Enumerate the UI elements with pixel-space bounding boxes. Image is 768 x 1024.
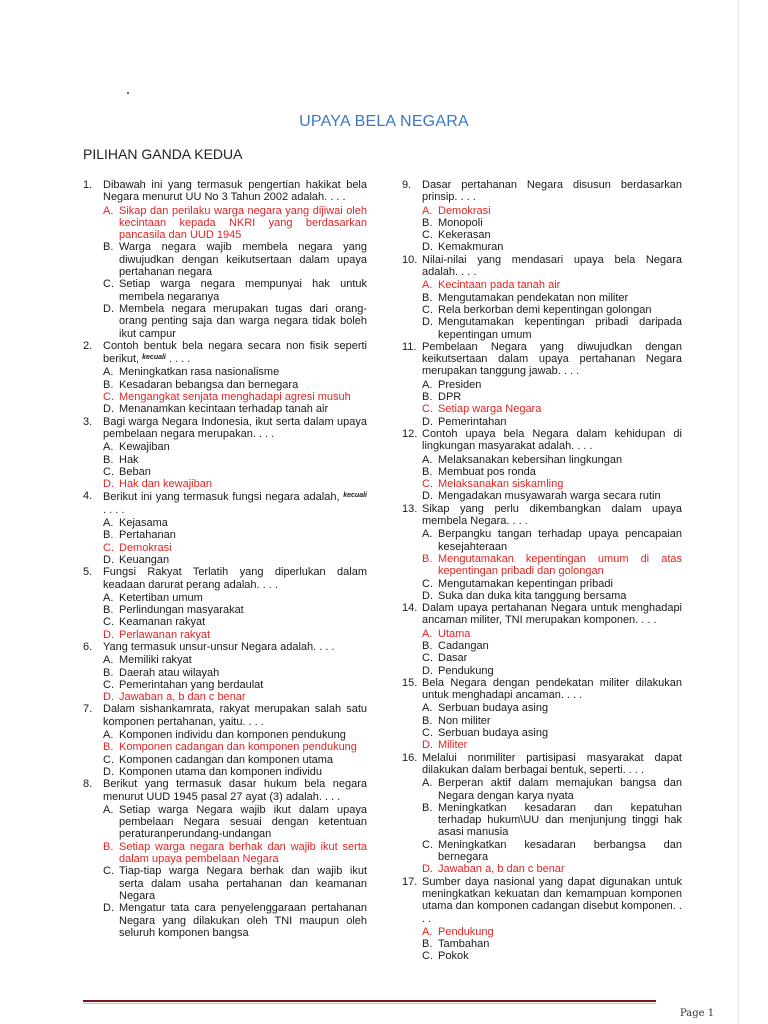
question-item	[402, 503, 682, 602]
option-item	[402, 416, 682, 428]
option-text: Keuangan	[119, 553, 170, 566]
option-item	[83, 729, 367, 741]
option-item	[83, 517, 367, 529]
option-item	[83, 754, 367, 766]
option-text: Mengutamakan pendekatan non militer	[438, 291, 629, 304]
option-text: Jawaban a, b dan c benar	[438, 863, 565, 876]
option-item	[402, 590, 682, 602]
option-item	[402, 490, 682, 502]
option-text: Melaksanakan kebersihan lingkungan	[438, 453, 623, 466]
question-row	[83, 566, 367, 591]
question-row	[83, 641, 367, 653]
option-letter: B.	[422, 639, 433, 652]
question-text	[103, 340, 367, 366]
option-item	[83, 654, 367, 666]
option-letter: D.	[103, 478, 114, 491]
question-text	[422, 752, 682, 777]
option-letter: D.	[103, 902, 114, 915]
option-text: Tambahan	[438, 938, 490, 951]
option-item	[83, 241, 367, 278]
option-letter: D.	[422, 316, 433, 329]
option-letter: A.	[103, 654, 114, 667]
question-stem: Pembelaan Negara yang diwujudkan dengan keikutsertaan dalam upaya pertahanan Negara merupakan tanggung jawab. . . .	[422, 340, 682, 378]
option-text: Kesadaran bebangsa dan bernegara	[119, 378, 299, 391]
option-letter: D.	[422, 490, 433, 503]
option-item	[402, 391, 682, 403]
question-item	[402, 254, 682, 341]
option-text: Non militer	[438, 714, 491, 727]
option-letter: D.	[422, 415, 433, 428]
option-item	[83, 902, 367, 939]
option-text: Mengatur tata cara penyelenggaraan pertahanan Negara yang dilakukan oleh TNI maupun oleh seluruh komponen bangsa	[119, 902, 367, 939]
answer-option	[83, 542, 367, 554]
question-item	[402, 602, 682, 677]
option-text: Hak dan kewajiban	[119, 478, 212, 491]
option-text: Mengadakan musyawarah warga secara rutin	[438, 490, 661, 503]
answer-option	[402, 553, 682, 578]
option-text: Komponen cadangan dan komponen pendukung	[119, 741, 357, 754]
question-row	[402, 428, 682, 453]
option-text: Warga negara wajib membela negara yang diwujudkan dengan keikutsertaan dalam upaya pertahanan negara	[119, 241, 367, 279]
option-letter: A.	[422, 702, 433, 715]
answer-option	[402, 279, 682, 291]
question-number: 12.	[402, 427, 418, 440]
question-item	[402, 677, 682, 752]
question-item	[402, 876, 682, 963]
option-item	[83, 616, 367, 628]
question-stem: Contoh upaya bela Negara dalam kehidupan di lingkungan masyarakat adalah. . . .	[422, 427, 682, 453]
section-subtitle: PILIHAN GANDA KEDUA	[83, 146, 243, 162]
question-number: 11.	[402, 340, 417, 353]
option-item	[402, 454, 682, 466]
option-text: Dasar	[438, 652, 468, 665]
option-letter: A.	[422, 528, 433, 541]
option-letter: B.	[103, 840, 114, 853]
option-letter: C.	[103, 541, 114, 554]
question-text	[103, 179, 367, 204]
question-item	[83, 179, 367, 340]
question-number: 4.	[83, 490, 93, 503]
stray-dot	[127, 92, 129, 94]
option-item	[402, 304, 682, 316]
option-letter: D.	[422, 589, 433, 602]
option-text: Kejasama	[119, 517, 168, 530]
option-text: Militer	[438, 739, 468, 752]
option-text: Pokok	[438, 950, 469, 963]
option-letter: B.	[103, 666, 114, 679]
option-letter: B.	[103, 453, 114, 466]
question-item	[402, 752, 682, 876]
question-number: 13.	[402, 502, 418, 515]
option-text: Ketertiban umum	[119, 591, 203, 604]
option-letter: D.	[103, 765, 114, 778]
question-item	[83, 703, 367, 778]
question-stem: Berikut yang termasuk dasar hukum bela negara menurut UUD 1945 pasal 27 ayat (3) adalah. . . .	[103, 778, 367, 803]
option-letter: C.	[422, 403, 433, 416]
option-letter: D.	[422, 863, 433, 876]
option-item	[83, 804, 367, 841]
option-letter: A.	[422, 627, 433, 640]
question-item	[83, 340, 367, 416]
option-text: Membela negara merupakan tugas dari orang-orang penting saja dan warga negara tidak boleh ikut campur	[119, 302, 367, 340]
option-letter: C.	[103, 865, 114, 878]
question-text	[103, 641, 367, 653]
option-item	[83, 441, 367, 453]
question-stem: Yang termasuk unsur-unsur Negara adalah. . . .	[103, 640, 335, 653]
option-letter: D.	[103, 553, 114, 566]
footer-rule-thin	[83, 1003, 656, 1004]
answer-option	[83, 478, 367, 490]
option-item	[83, 679, 367, 691]
option-item	[402, 702, 682, 714]
kecuali-marker: kecuali	[343, 492, 367, 500]
option-item	[402, 217, 682, 229]
option-letter: B.	[422, 291, 433, 304]
option-item	[83, 366, 367, 378]
question-number: 7.	[83, 703, 93, 716]
question-stem: Bela Negara dengan pendekatan militer dilakukan untuk menghadapi ancaman. . . .	[422, 676, 682, 702]
question-row	[402, 876, 682, 925]
option-item	[83, 554, 367, 566]
option-text: Komponen cadangan dan komponen utama	[119, 753, 334, 766]
option-letter: A.	[103, 366, 114, 379]
question-item	[83, 641, 367, 703]
option-item	[83, 865, 367, 902]
option-letter: A.	[103, 204, 114, 217]
option-item	[83, 303, 367, 340]
question-text	[422, 428, 682, 453]
option-letter: C.	[103, 278, 114, 291]
option-letter: D.	[422, 241, 433, 254]
question-item	[83, 490, 367, 566]
option-text: Pendukung	[438, 925, 494, 938]
question-number: 1.	[83, 179, 93, 191]
option-text: Kewajiban	[119, 441, 170, 454]
option-item	[402, 777, 682, 802]
option-item	[83, 278, 367, 303]
option-text: Utama	[438, 627, 471, 640]
option-letter: B.	[422, 216, 433, 229]
option-item	[402, 652, 682, 664]
question-text	[422, 341, 682, 378]
option-item	[83, 592, 367, 604]
question-row	[402, 752, 682, 777]
question-row	[83, 490, 367, 516]
question-stem: Nilai-nilai yang mendasari upaya bela Negara adalah. . . .	[422, 253, 682, 279]
option-text: Berperan aktif dalam memajukan bangsa dan Negara dengan karya nyata	[438, 777, 682, 802]
option-text: Kecintaan pada tanah air	[438, 279, 561, 292]
option-letter: C.	[422, 950, 433, 963]
option-letter: A.	[103, 803, 114, 816]
question-row	[83, 416, 367, 441]
option-letter: C.	[422, 838, 433, 851]
question-text	[422, 254, 682, 279]
question-row	[83, 778, 367, 803]
option-text: Cadangan	[438, 639, 489, 652]
option-text: Mengutamakan kepentingan umum di atas kepentingan pribadi dan golongan	[438, 552, 682, 578]
question-item	[402, 428, 682, 503]
option-item	[402, 665, 682, 677]
option-text: Berpangku tangan terhadap upaya pencapaian kesejahteraan	[438, 528, 682, 553]
question-row	[402, 503, 682, 528]
option-letter: B.	[103, 741, 114, 754]
question-number: 2.	[83, 339, 93, 352]
option-letter: B.	[422, 801, 433, 814]
question-number: 9.	[402, 179, 412, 191]
option-text: Serbuan budaya asing	[438, 727, 549, 740]
kecuali-marker: kecuali	[142, 354, 166, 362]
question-suffix: . . . .	[103, 503, 125, 516]
option-letter: A.	[103, 729, 114, 742]
option-letter: C.	[103, 465, 114, 478]
option-item	[83, 667, 367, 679]
option-text: Mengutamakan kepentingan pribadi	[438, 577, 613, 590]
question-text	[422, 677, 682, 702]
option-item	[83, 529, 367, 541]
option-letter: C.	[103, 391, 114, 404]
question-stem: Fungsi Rakyat Terlatih yang diperlukan dalam keadaan darurat perang adalah. . . .	[103, 566, 367, 591]
option-text: Daerah atau wilayah	[119, 666, 220, 679]
answer-option	[83, 691, 367, 703]
option-letter: C.	[103, 678, 114, 691]
option-item	[402, 528, 682, 553]
question-text	[422, 876, 682, 925]
option-text: Setiap warga negara berhak dan wajib ikut serta dalam upaya pembelaan Negara	[119, 840, 367, 866]
option-text: Jawaban a, b dan c benar	[119, 691, 246, 704]
option-letter: D.	[422, 739, 433, 752]
question-stem: Contoh bentuk bela negara secara non fisik seperti berikut,	[103, 339, 367, 366]
option-text: Setiap warga Negara wajib ikut dalam upaya pembelaan Negara sesuai dengan ketentuan peraturanperundang-undangan	[119, 803, 367, 841]
option-text: Pertahanan	[119, 529, 176, 542]
option-text: DPR	[438, 391, 462, 404]
option-text: Keamanan rakyat	[119, 616, 206, 629]
question-text	[422, 602, 682, 627]
question-number: 10.	[402, 253, 418, 266]
option-item	[402, 727, 682, 739]
option-item	[402, 802, 682, 839]
option-text: Mengangkat senjata menghadapi agresi musuh	[119, 391, 351, 404]
question-stem: Dibawah ini yang termasuk pengertian hakikat bela Negara menurut UU No 3 Tahun 2002 adalah. . . .	[103, 179, 367, 204]
option-letter: C.	[422, 478, 433, 491]
option-letter: A.	[422, 204, 433, 217]
question-stem: Sumber daya nasional yang dapat digunakan untuk meningkatkan kekuatan dan kemampuan komponen utama dan komponen cadangan disebut komponen. . . .	[422, 875, 682, 925]
answer-option	[402, 926, 682, 938]
option-text: Demokrasi	[119, 541, 172, 554]
option-text: Membuat pos ronda	[438, 465, 536, 478]
question-item	[83, 778, 367, 939]
left-column	[83, 179, 367, 939]
question-number: 3.	[83, 415, 93, 428]
right-column	[402, 179, 682, 963]
option-text: Rela berkorban demi kepentingan golongan	[438, 303, 652, 316]
option-item	[83, 454, 367, 466]
question-stem: Bagi warga Negara Indonesia, ikut serta dalam upaya pembelaan negara merupakan. . . .	[103, 415, 367, 440]
question-item	[402, 179, 682, 254]
option-letter: D.	[103, 403, 114, 416]
question-number: 8.	[83, 778, 93, 791]
answer-option	[402, 205, 682, 217]
option-letter: C.	[422, 303, 433, 316]
option-letter: A.	[422, 777, 433, 790]
question-text	[103, 490, 367, 516]
option-text: Perlawanan rakyat	[119, 628, 211, 641]
option-item	[402, 241, 682, 253]
option-text: Monopoli	[438, 216, 483, 229]
question-number: 14.	[402, 602, 418, 615]
option-text: Demokrasi	[438, 204, 491, 217]
option-item	[83, 403, 367, 415]
option-text: Meningkatkan kesadaran dan kepatuhan terhadap hukum\UU dan menjunjung tinggi hak asasi manusia	[438, 801, 682, 839]
option-item	[402, 715, 682, 727]
option-text: Komponen utama dan komponen individu	[119, 765, 323, 778]
option-text: Presiden	[438, 378, 482, 391]
option-letter: A.	[422, 378, 433, 391]
answer-option	[83, 391, 367, 403]
option-letter: B.	[422, 552, 433, 565]
question-row	[402, 602, 682, 627]
question-text	[422, 179, 682, 204]
option-text: Pemerintahan	[438, 415, 507, 428]
page-edge	[738, 0, 739, 1024]
answer-option	[83, 841, 367, 866]
option-letter: B.	[103, 378, 114, 391]
option-text: Komponen individu dan komponen pendukung	[119, 729, 346, 742]
question-row	[402, 341, 682, 378]
answer-option	[402, 403, 682, 415]
answer-option	[83, 629, 367, 641]
question-row	[83, 340, 367, 366]
page-number: Page 1	[680, 1008, 715, 1019]
answer-option	[402, 863, 682, 875]
question-text	[103, 416, 367, 441]
option-text: Pendukung	[438, 664, 494, 677]
option-item	[402, 466, 682, 478]
option-letter: D.	[422, 664, 433, 677]
question-number: 16.	[402, 751, 418, 764]
option-letter: A.	[422, 925, 433, 938]
answer-option	[402, 478, 682, 490]
question-row	[402, 179, 682, 204]
question-number: 15.	[402, 676, 418, 689]
option-text: Tiap-tiap warga Negara berhak dan wajib ikut serta dalam usaha pertahanan dan keamanan Negara	[119, 865, 367, 902]
option-letter: D.	[103, 691, 114, 704]
question-text	[103, 703, 367, 728]
question-stem: Dalam sishankamrata, rakyat merupakan salah satu komponen pertahanan, yaitu. . . .	[103, 703, 367, 728]
question-text	[103, 778, 367, 803]
option-text: Pemerintahan yang berdaulat	[119, 678, 264, 691]
option-letter: A.	[103, 591, 114, 604]
option-text: Sikap dan perilaku warga negara yang dijiwai oleh kecintaan kepada NKRI yang berdasarkan pancasila dan UUD 1945	[119, 204, 367, 242]
question-row	[402, 254, 682, 279]
option-letter: C.	[103, 753, 114, 766]
page-title: UPAYA BELA NEGARA	[299, 113, 469, 130]
option-letter: C.	[422, 652, 433, 665]
option-letter: C.	[103, 616, 114, 629]
option-text: Menanamkan kecintaan terhadap tanah air	[119, 403, 329, 416]
question-suffix: . . . .	[168, 353, 191, 366]
option-item	[402, 578, 682, 590]
question-number: 17.	[402, 875, 418, 888]
option-letter: D.	[103, 628, 114, 641]
option-item	[402, 292, 682, 304]
option-letter: B.	[422, 391, 433, 404]
option-item	[402, 950, 682, 962]
option-item	[402, 938, 682, 950]
footer-rule	[83, 1000, 656, 1002]
option-letter: A.	[422, 453, 433, 466]
option-item	[83, 766, 367, 778]
question-item	[83, 416, 367, 491]
option-text: Suka dan duka kita tanggung bersama	[438, 589, 627, 602]
option-text: Kekerasan	[438, 229, 491, 242]
question-text	[422, 503, 682, 528]
option-text: Kemakmuran	[438, 241, 504, 254]
option-text: Beban	[119, 465, 151, 478]
option-letter: C.	[422, 577, 433, 590]
option-letter: D.	[103, 302, 114, 315]
question-row	[402, 677, 682, 702]
question-stem: Melalui nonmiliter partisipasi masyarakat dapat dilakukan dalam berbagai bentuk, seperti. . . .	[422, 751, 682, 776]
question-stem: Sikap yang perlu dikembangkan dalam upaya membela Negara. . . .	[422, 502, 682, 528]
option-text: Melaksanakan siskamling	[438, 478, 564, 491]
answer-option	[402, 628, 682, 640]
option-letter: B.	[422, 714, 433, 727]
question-item	[83, 566, 367, 641]
option-item	[402, 229, 682, 241]
option-text: Perlindungan masyarakat	[119, 604, 244, 617]
question-stem: Dasar pertahanan Negara disusun berdasarkan prinsip. . . .	[422, 179, 682, 204]
option-item	[402, 640, 682, 652]
question-row	[83, 179, 367, 204]
option-letter: A.	[103, 517, 114, 530]
answer-option	[83, 205, 367, 242]
option-item	[402, 316, 682, 341]
question-item	[402, 341, 682, 428]
option-item	[402, 839, 682, 864]
option-letter: B.	[103, 241, 114, 254]
question-stem: Berikut ini yang termasuk fungsi negara adalah,	[103, 491, 340, 504]
option-item	[83, 604, 367, 616]
option-text: Meningkatkan kesadaran berbangsa dan bernegara	[438, 838, 682, 864]
option-text: Mengutamakan kepentingan pribadi daripada kepentingan umum	[438, 316, 682, 341]
option-text: Memiliki rakyat	[119, 654, 192, 667]
option-text: Hak	[119, 453, 139, 466]
option-text: Serbuan budaya asing	[438, 702, 549, 715]
question-row	[83, 703, 367, 728]
question-number: 5.	[83, 566, 93, 579]
option-item	[83, 379, 367, 391]
option-text: Setiap warga Negara	[438, 403, 542, 416]
question-stem: Dalam upaya pertahanan Negara untuk menghadapi ancaman militer, TNI merupakan komponen. . . .	[422, 602, 682, 627]
question-number: 6.	[83, 640, 93, 653]
option-letter: B.	[422, 465, 433, 478]
question-text	[103, 566, 367, 591]
option-letter: C.	[422, 727, 433, 740]
option-letter: B.	[103, 529, 114, 542]
option-item	[83, 466, 367, 478]
option-text: Setiap warga negara mempunyai hak untuk membela negaranya	[119, 278, 367, 303]
option-letter: B.	[422, 938, 433, 951]
answer-option	[83, 741, 367, 753]
option-letter: C.	[422, 229, 433, 242]
option-letter: B.	[103, 604, 114, 617]
answer-option	[402, 739, 682, 751]
option-letter: A.	[103, 441, 114, 454]
option-letter: A.	[422, 279, 433, 292]
option-text: Meningkatkan rasa nasionalisme	[119, 366, 280, 379]
option-item	[402, 379, 682, 391]
